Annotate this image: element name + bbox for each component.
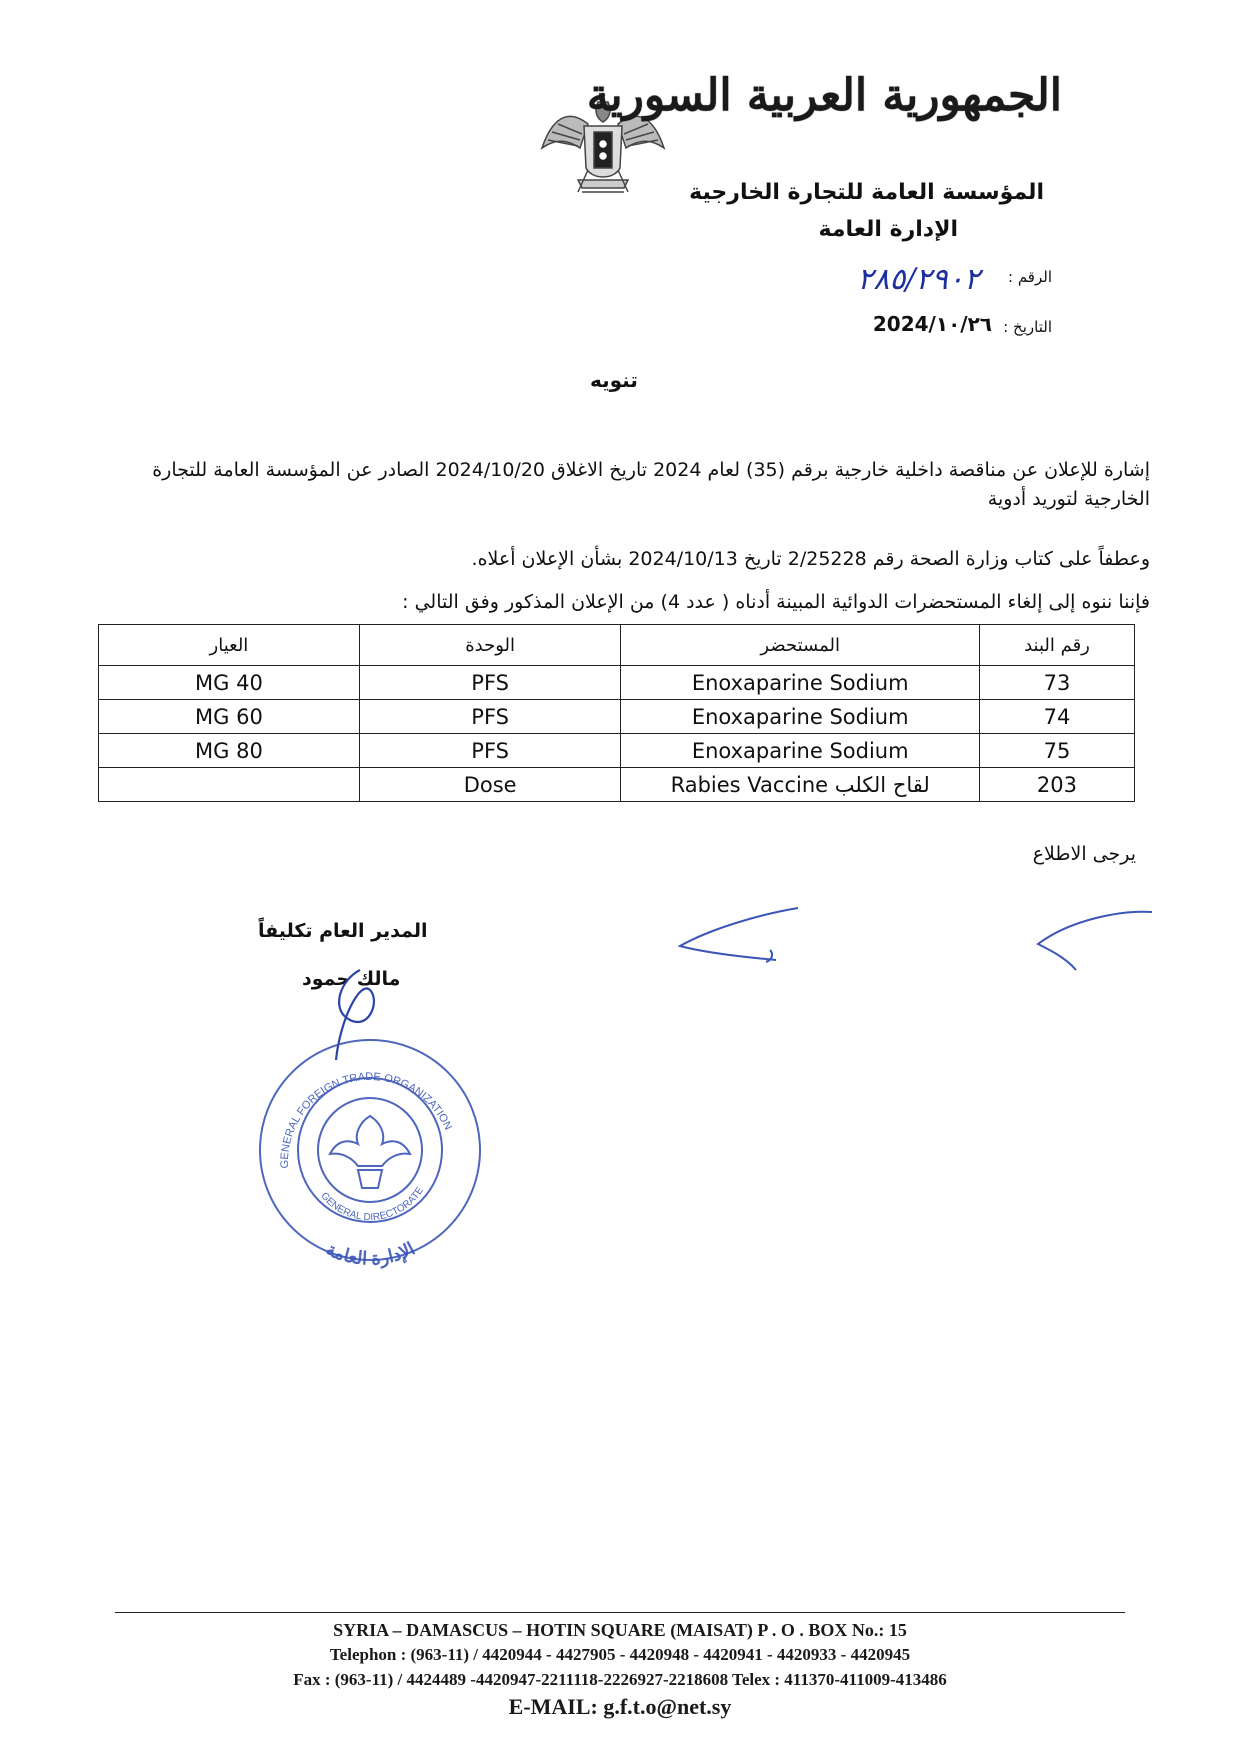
closing-remark: يرجى الاطلاع	[1032, 843, 1136, 865]
paragraph-cancellation-notice: فإننا ننوه إلى إلغاء المستحضرات الدوائية المبينة أدناه ( عدد 4) من الإعلان المذكور وفق التالي :	[402, 591, 1150, 613]
reference-number: ٢٨٥/٢٩٠٢	[857, 262, 980, 297]
footer-fax-telex: Fax : (963-11) / 4424489 -4420947-2211118-2226927-2218608 Telex : 411370-411009-413486	[293, 1670, 947, 1689]
cell-unit: PFS	[359, 700, 621, 734]
cell-strength: 80 MG	[99, 734, 360, 768]
stamp-arabic-text: الإدارة العامة	[322, 1238, 419, 1269]
cell-unit: PFS	[359, 734, 621, 768]
cell-item-no: 74	[979, 700, 1134, 734]
table-row	[99, 768, 1135, 802]
signatory-title: المدير العام تكليفاً	[258, 920, 428, 942]
cell-product: Enoxaparine Sodium	[621, 666, 980, 700]
paragraph-ministry-letter: وعطفاً على كتاب وزارة الصحة رقم 2/25228 تاريخ 2024/10/13 بشأن الإعلان أعلاه.	[471, 548, 1150, 570]
cell-item-no: 203	[979, 768, 1134, 802]
stamp-inner-text: GENERAL DIRECTORATE	[318, 1185, 426, 1224]
footer-email: E-MAIL: g.f.t.o@net.sy	[508, 1694, 732, 1719]
country-name: الجمهورية العربية السورية	[586, 70, 1062, 121]
cell-strength: 40 MG	[99, 666, 360, 700]
cell-item-no: 75	[979, 734, 1134, 768]
cell-strength: 60 MG	[99, 700, 360, 734]
notice-title: تنويه	[590, 368, 638, 392]
footer-divider	[115, 1612, 1125, 1613]
date-value: 2024/١٠/٢٦	[872, 312, 992, 336]
cancelled-items-table	[98, 624, 1135, 802]
table-row	[99, 700, 1135, 734]
cell-product: Enoxaparine Sodium	[621, 700, 980, 734]
cell-product: Rabies Vaccine لقاح الكلب	[621, 768, 980, 802]
organization-name: المؤسسة العامة للتجارة الخارجية	[689, 180, 1044, 205]
directorate-name: الإدارة العامة	[818, 217, 958, 242]
initial-mark-left	[672, 900, 812, 980]
header-strength: العيار	[99, 625, 360, 666]
table-row	[99, 666, 1135, 700]
cell-unit: Dose	[359, 768, 621, 802]
table-header-row	[99, 625, 1135, 666]
cell-unit: PFS	[359, 666, 621, 700]
date-label: التاريخ :	[1003, 318, 1052, 336]
footer-address: SYRIA – DAMASCUS – HOTIN SQUARE (MAISAT) P . O . BOX No.: 15	[333, 1620, 907, 1640]
svg-text:GENERAL DIRECTORATE	[318, 1185, 426, 1223]
paragraph-tender-reference: إشارة للإعلان عن مناقصة داخلية خارجية برقم (35) لعام 2024 تاريخ الاغلاق 2024/10/20 الصادر عن المؤسسة العامة للتجارة الخارجية لتوريد أدوية	[152, 459, 1150, 510]
cell-strength	[99, 768, 360, 802]
stamp-outer-text: GENERAL FOREIGN TRADE ORGANIZATION	[278, 1070, 455, 1169]
cell-product: Enoxaparine Sodium	[621, 734, 980, 768]
table-row	[99, 734, 1135, 768]
cell-item-no: 73	[979, 666, 1134, 700]
reference-label: الرقم :	[1008, 268, 1052, 286]
signatory-name: مالك حمود	[302, 968, 401, 990]
header-unit: الوحدة	[359, 625, 621, 666]
svg-text:الإدارة العامة	[323, 1238, 418, 1269]
header-product: المستحضر	[621, 625, 980, 666]
official-stamp	[250, 1030, 490, 1270]
footer-telephone: Telephon : (963-11) / 4420944 - 4427905 - 4420948 - 4420941 - 4420933 - 4420945	[329, 1645, 911, 1664]
initial-mark-right	[1030, 906, 1160, 976]
header-item-no: رقم البند	[979, 625, 1134, 666]
